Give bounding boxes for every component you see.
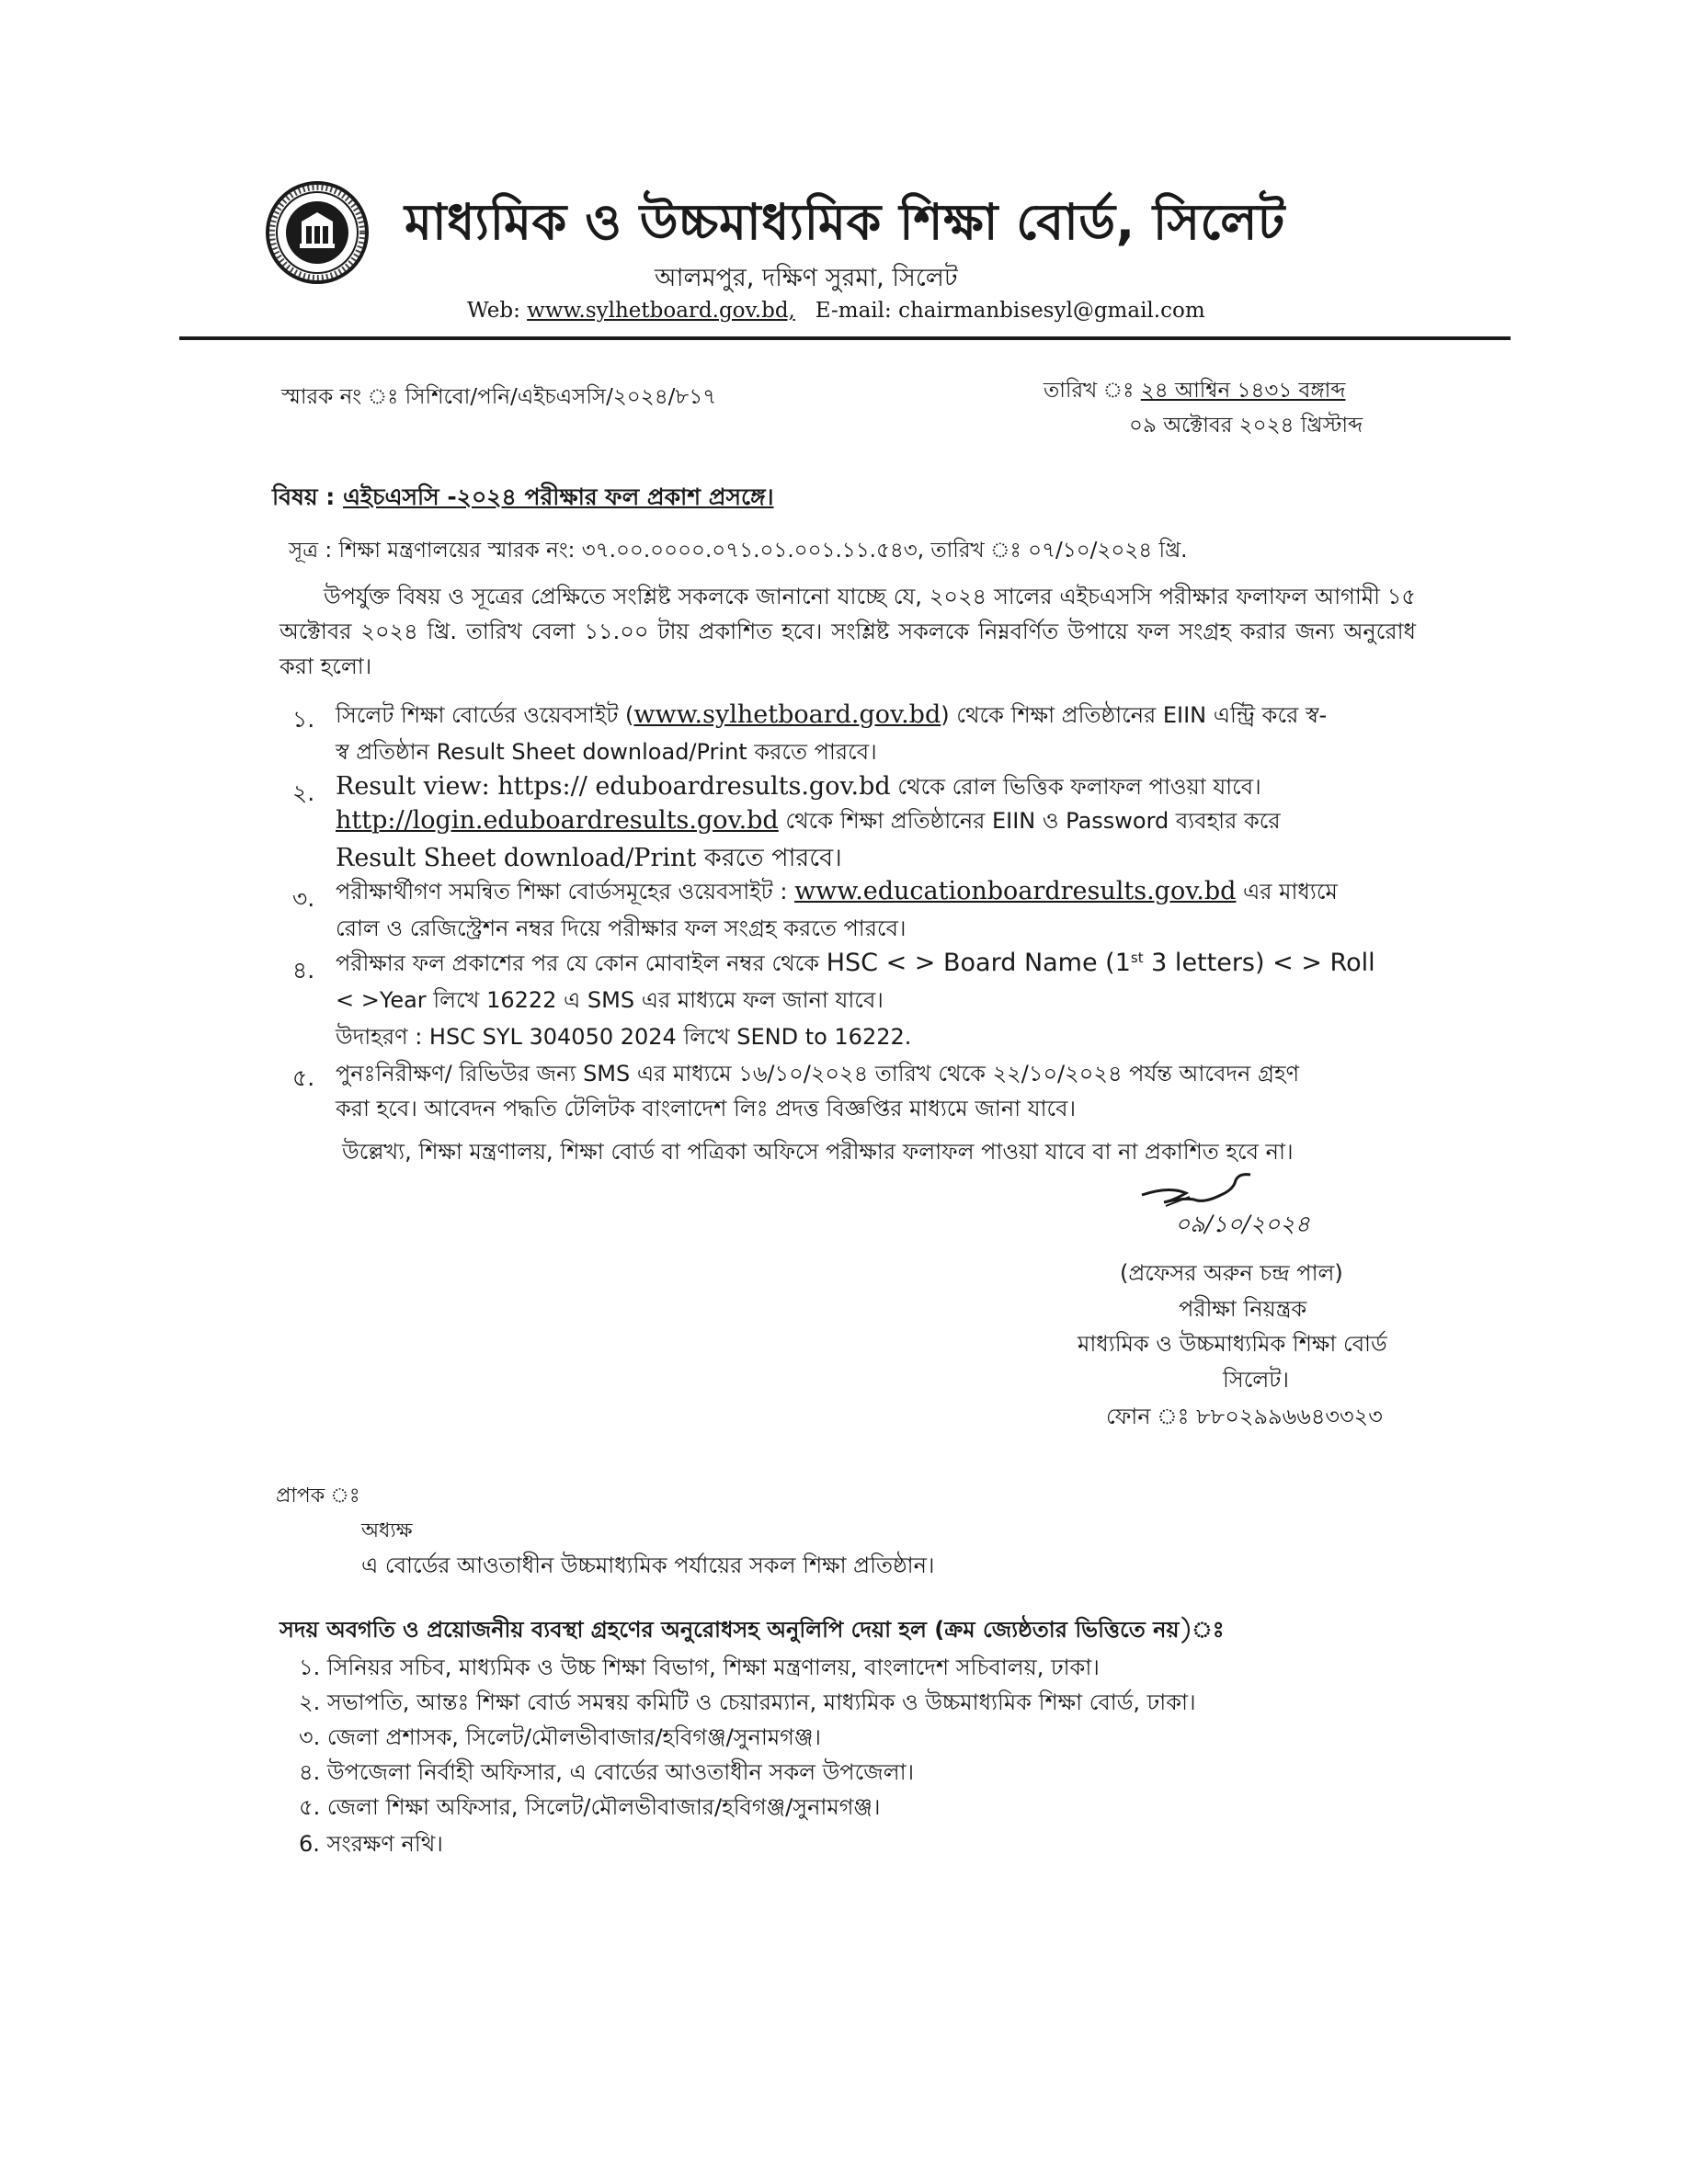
reference-line: সূত্র : শিক্ষা মন্ত্রণালয়ের স্মারক নং: ৩৭.০০.০০০০.০৭১.০১.০০১.১১.৫৪৩, তারিখ ঃ ০৭/১০/২০২৪ খ্রি. [289,539,1188,563]
item-2-line-1 [336,770,1261,807]
item-1-text-pre: সিলেট শিক্ষা বোর্ডের ওয়েবসাইট ( [336,702,634,728]
subject-text: এইচএসসি -২০২৪ পরীক্ষার ফল প্রকাশ প্রসঙ্গে। [342,483,774,510]
item-4-line-2: < >Year লিখে 16222 এ SMS এর মাধ্যমে ফল জানা যাবে। [336,987,884,1013]
email-label: E-mail: [815,299,892,323]
header-divider [179,336,1511,340]
item-3-text-post: এর মাধ্যমে [1236,879,1338,904]
signatory-org: মাধ্যমিক ও উচ্চমাধ্যমিক শিক্ষা বোর্ড [1078,1331,1387,1357]
board-seal-logo [265,180,370,285]
item-4-number: ৪. [292,957,315,984]
board-address: আলমপুর, দক্ষিণ সুরমা, সিলেট [655,264,958,292]
item-2-number: ২. [292,779,315,806]
signatory-title: পরীক্ষা নিয়ন্ত্রক [1179,1296,1307,1322]
signature-date: ০৯/১০/২০২৪ [1175,1211,1310,1237]
item-4-sms-format-end: 3 letters) < > Roll [1143,949,1375,977]
web-link[interactable]: www.sylhetboard.gov.bd, [527,299,795,323]
item-3-number: ৩. [292,885,315,912]
item-4-sup: st [1130,950,1144,966]
subject-line [272,479,774,518]
copies-heading: সদয় অবগতি ও প্রয়োজনীয় ব্যবস্থা গ্রহণের অনুরোধসহ অনুলিপি দেয়া হল (ক্রম জ্যেষ্ঠতার ভিত্তিতে নয়)ঃ [279,1617,1225,1643]
web-label: Web: [467,299,520,323]
email-link[interactable]: chairmanbisesyl@gmail.com [898,299,1205,323]
subject-label: বিষয় : [272,483,343,510]
contact-line [467,299,1205,323]
item-2-result-view: Result view: https:// eduboardresults.gov.bd [336,772,891,801]
item-4-line-1 [336,947,1375,984]
copy-item-1: ১. সিনিয়র সচিব, মাধ্যমিক ও উচ্চ শিক্ষা বিভাগ, শিক্ষা মন্ত্রণালয়, বাংলাদেশ সচিবালয়, ঢাকা। [299,1655,1100,1680]
intro-paragraph: উপর্যুক্ত বিষয় ও সূত্রের প্রেক্ষিতে সংশ্লিষ্ট সকলকে জানানো যাচ্ছে যে, ২০২৪ সালের এইচএসসি পরীক্ষার ফলাফল আগামী ১৫ অক্টোবর ২০২৪ খ্রি. তারিখ বেলা ১১.০০ টায় প্রকাশিত হবে। সংশ্লিষ্ট সকলকে নিম্নবর্ণিত উপায়ে ফল সংগ্রহ করার জন্য অনুরোধ করা হলো। [279,584,1416,679]
memo-number: স্মারক নং ঃ সিশিবো/পনি/এইচএসসি/২০২৪/৮১৭ [281,385,717,409]
item-1-number: ১. [292,706,315,733]
item-1-line-1 [336,699,1327,735]
item-5-line-2: করা হবে। আবেদন পদ্ধতি টেলিটক বাংলাদেশ লিঃ প্রদত্ত বিজ্ঞপ্তির মাধ্যমে জানা যাবে। [336,1096,1077,1121]
item-3-line-2: রোল ও রেজিস্ট্রেশন নম্বর দিয়ে পরীক্ষার ফল সংগ্রহ করতে পারবে। [336,916,907,941]
copy-item-3: ৩. জেলা প্রশাসক, সিলেট/মৌলভীবাজার/হবিগঞ্জ/সুনামগঞ্জ। [299,1724,821,1750]
recipient-label: প্রাপক ঃ [276,1484,360,1507]
copy-item-5: ৫. জেলা শিক্ষা অফিসার, সিলেট/মৌলভীবাজার/হবিগঞ্জ/সুনামগঞ্জ। [299,1794,881,1820]
memo-date-gregorian: ০৯ অক্টোবর ২০২৪ খ্রিস্টাব্দ [1129,414,1363,438]
item-4-sms-format: HSC < > Board Name (1 [826,949,1131,977]
item-2-line-3: Result Sheet download/Print করতে পারবে। [336,844,842,872]
date-bangla-value: ২৪ আশ্বিন ১৪৩১ বঙ্গাব্দ [1140,379,1346,403]
item-2-text-post: থেকে রোল ভিত্তিক ফলাফল পাওয়া যাবে। [890,774,1261,800]
signatory-name: (প্রফেসর অরুন চন্দ্র পাল) [1120,1260,1343,1286]
note-line: উল্লেখ্য, শিক্ষা মন্ত্রণালয়, শিক্ষা বোর্ড বা পত্রিকা অফিসে পরীক্ষার ফলাফল পাওয়া যাবে বা না প্রকাশিত হবে না। [342,1139,1294,1165]
memo-date-bangla [1044,373,1345,409]
board-name: মাধ্যমিক ও উচ্চমাধ্যমিক শিক্ষা বোর্ড, সিলেট [405,193,1285,251]
recipient-org: এ বোর্ডের আওতাধীন উচ্চমাধ্যমিক পর্যায়ের সকল শিক্ষা প্রতিষ্ঠান। [361,1553,935,1578]
item-2-text-post-2: থেকে শিক্ষা প্রতিষ্ঠানের EIIN ও Password ব্যবহার করে [778,808,1281,834]
item-1-line-2: স্ব প্রতিষ্ঠান Result Sheet download/Print করতে পারবে। [336,739,877,765]
recipient-title: অধ্যক্ষ [361,1519,413,1542]
item-1-link[interactable]: www.sylhetboard.gov.bd [633,700,941,729]
date-label: তারিখ ঃ [1044,379,1141,403]
item-2-login-link[interactable]: http://login.eduboardresults.gov.bd [336,806,779,835]
item-3-link[interactable]: www.educationboardresults.gov.bd [794,877,1237,905]
copy-item-2: ২. সভাপতি, আন্তঃ শিক্ষা বোর্ড সমন্বয় কমিটি ও চেয়ারম্যান, মাধ্যমিক ও উচ্চমাধ্যমিক শিক্ষা বোর্ড, ঢাকা। [299,1689,1196,1715]
signatory-city: সিলেট। [1223,1367,1289,1393]
item-4-example: উদাহরণ : HSC SYL 304050 2024 লিখে SEND to 16222. [336,1024,912,1050]
item-4-text-pre: পরীক্ষার ফল প্রকাশের পর যে কোন মোবাইল নম্বর থেকে [336,950,827,976]
signatory-phone: ফোন ঃ ৮৮০২৯৯৬৬৪৩৩২৩ [1106,1404,1383,1429]
item-5-line-1: পুনঃনিরীক্ষণ/ রিভিউর জন্য SMS এর মাধ্যমে ১৬/১০/২০২৪ তারিখ থেকে ২২/১০/২০২৪ পর্যন্ত আবেদন গ্রহণ [336,1061,1300,1086]
copy-item-6: 6. সংরক্ষণ নথি। [299,1831,443,1857]
item-3-text-pre: পরীক্ষার্থীগণ সমন্বিত শিক্ষা বোর্ডসমূহের ওয়েবসাইট : [336,879,795,904]
item-1-text-post: ) থেকে শিক্ষা প্রতিষ্ঠানের EIIN এন্ট্রি করে স্ব- [941,702,1328,728]
copy-item-4: ৪. উপজেলা নির্বাহী অফিসার, এ বোর্ডের আওতাধীন সকল উপজেলা। [299,1759,915,1785]
item-3-line-1 [336,875,1338,912]
item-5-number: ৫. [292,1064,315,1091]
item-2-line-2 [336,804,1281,841]
